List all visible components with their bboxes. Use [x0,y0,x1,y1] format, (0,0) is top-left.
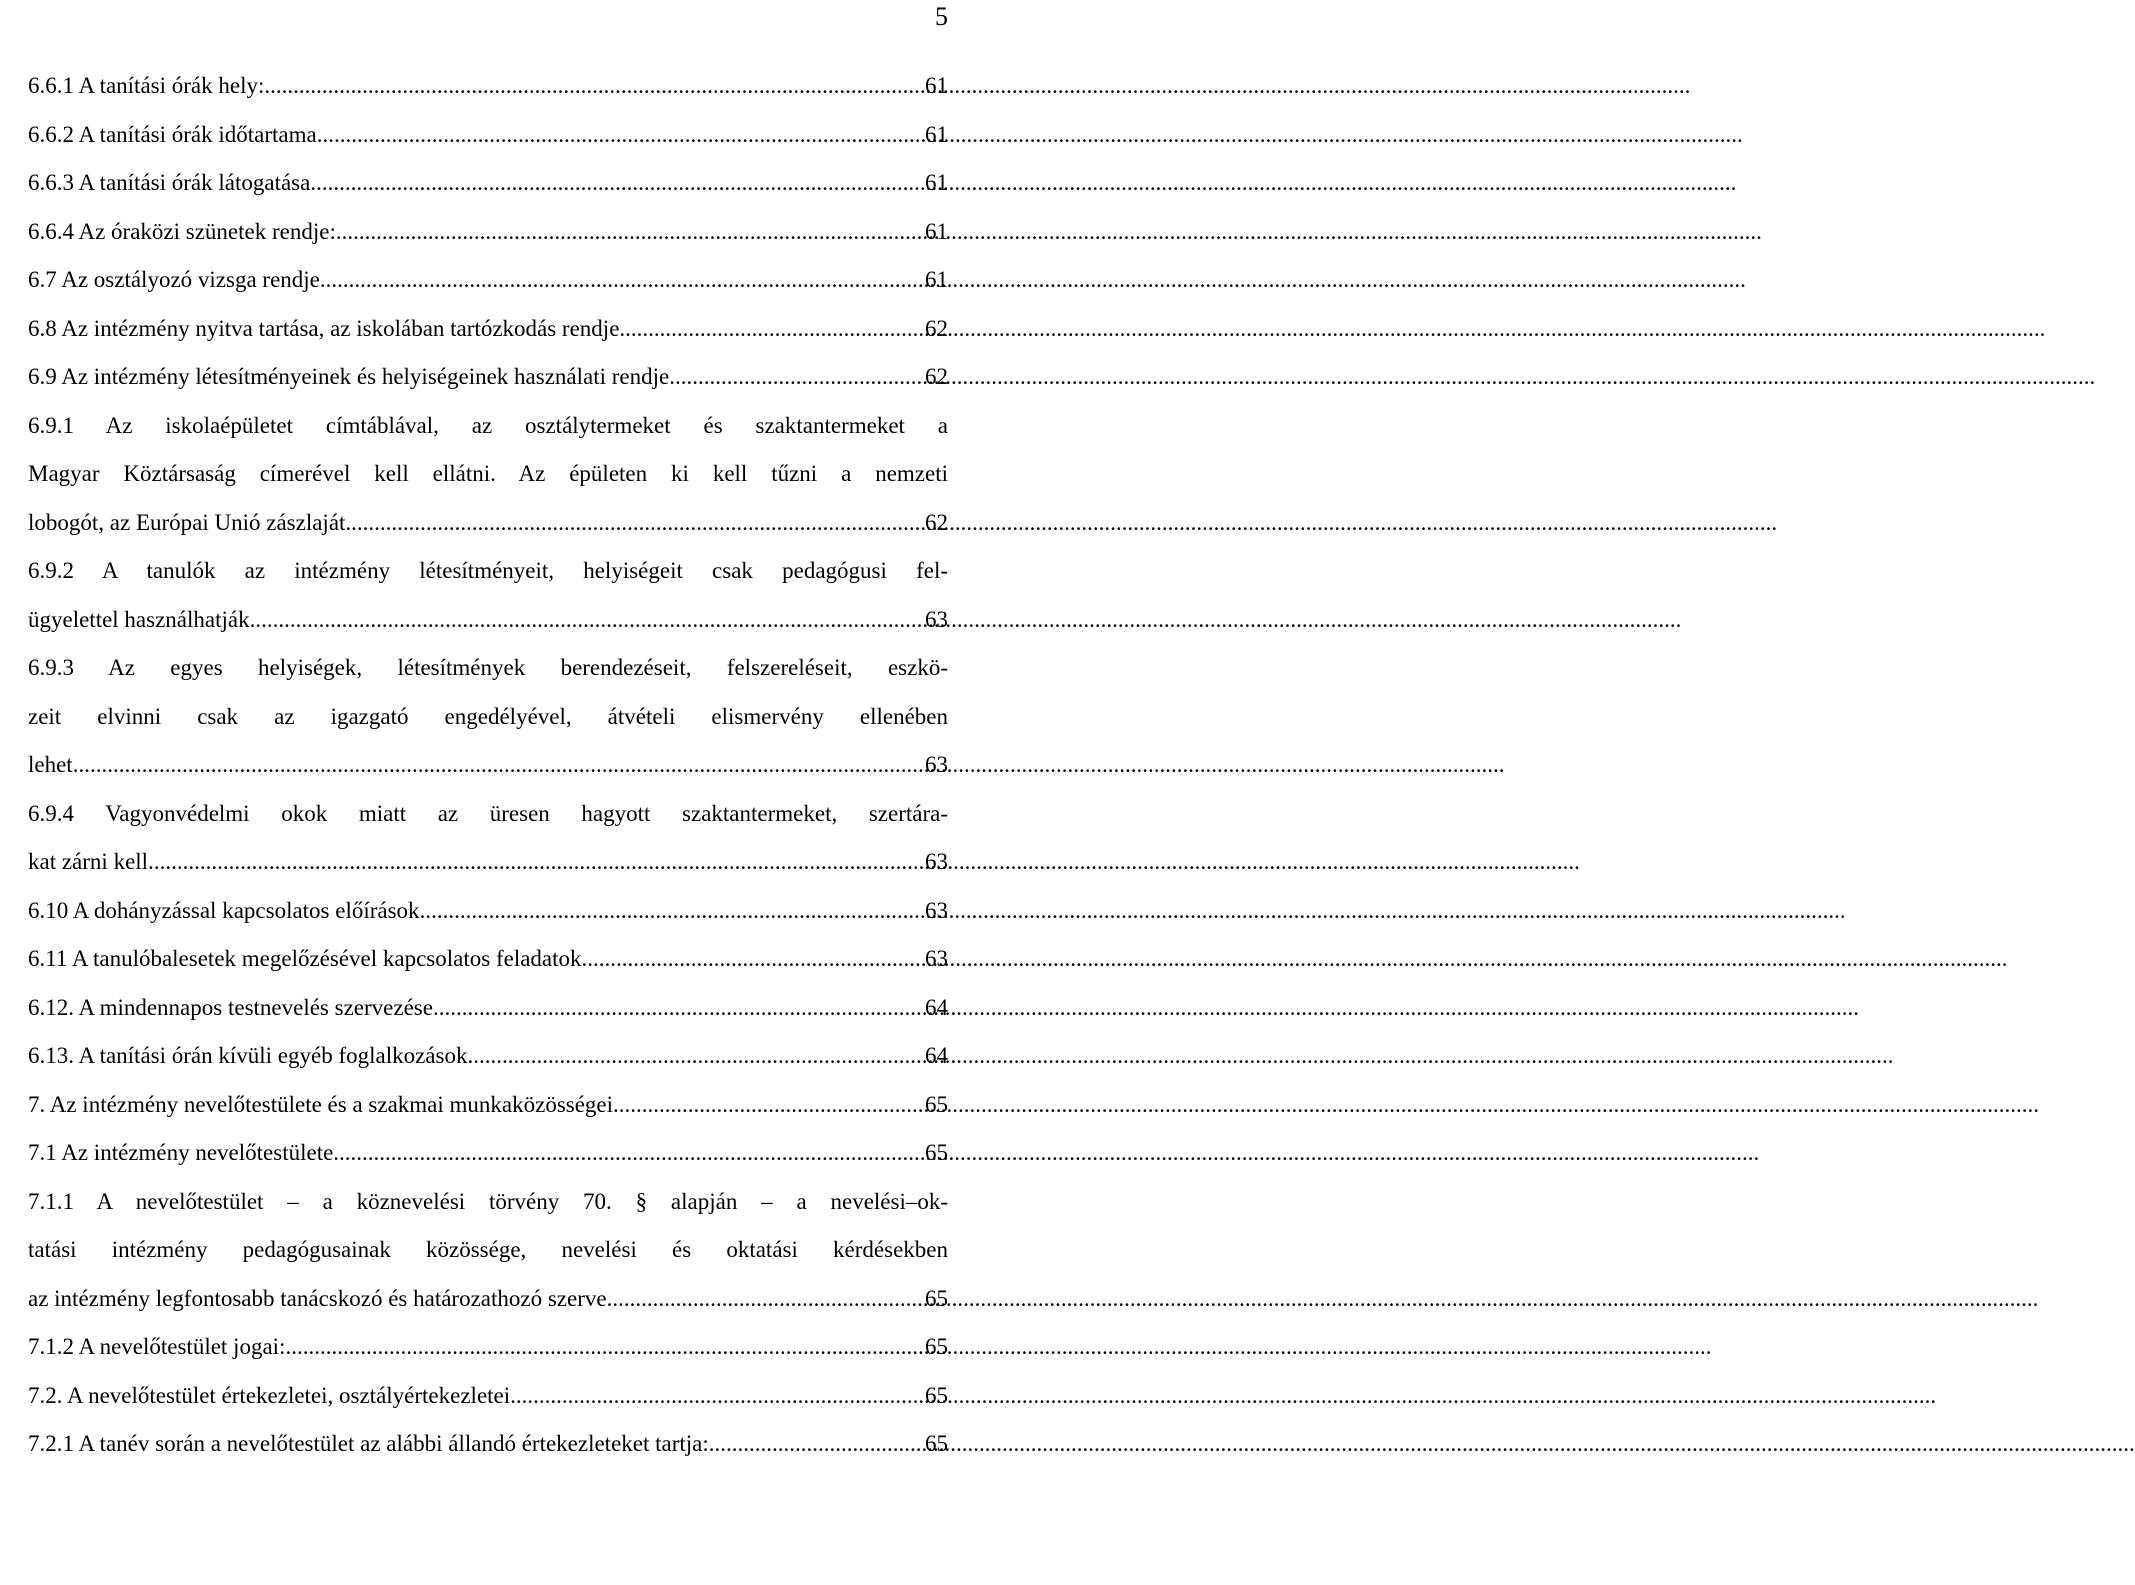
toc-entry-page: 61 [925,121,948,147]
toc-entry[interactable] [28,68,948,117]
dot-leader [333,1135,923,1171]
toc-entry-page: 64 [925,1043,948,1068]
toc-entry-page: 65 [925,1431,948,1456]
toc-entry-text: 6.9.3 Az egyes helyiségek, létesítmények berendezéseit, felszereléseit, eszkö- [28,655,948,680]
toc-entry-text: 7.1.2 A nevelőtestület jogai: [28,1334,286,1359]
toc-entry-page: 63 [925,606,948,632]
toc-entry-page: 65 [925,1140,948,1165]
toc-entry-page: 65 [925,1334,948,1359]
toc-entry[interactable] [28,893,948,942]
dot-leader [613,1087,923,1123]
toc-entry[interactable] [28,1135,948,1184]
toc-entry[interactable] [28,796,948,845]
toc-entry[interactable] [28,505,948,554]
toc-entry-page: 61 [925,218,948,244]
toc-entry-text: ügyelettel használhatják. [28,606,256,632]
dot-leader [433,990,923,1026]
toc-entry-text: 6.10 A dohányzással kapcsolatos előírások [28,897,420,923]
toc-entry-text: tatási intézmény pedagógusainak közössége, nevelési és oktatási kérdésekben [28,1237,948,1262]
toc-entry[interactable] [28,165,948,214]
toc-entry-text: 7.1 Az intézmény nevelőtestülete [28,1140,334,1165]
toc-entry[interactable] [28,602,948,651]
dot-leader [420,893,923,929]
toc-entry[interactable] [28,747,948,796]
dot-leader [336,214,923,250]
toc-entry[interactable] [28,941,948,990]
toc-entry-text: 7.1.1 A nevelőtestület – a köznevelési törvény 70. § alapján – a nevelési–ok- [28,1188,948,1214]
dot-leader [612,1281,923,1317]
toc-entry-page: 61 [925,267,948,292]
dot-leader [669,359,923,395]
toc-entry-page: 65 [925,1285,948,1311]
dot-leader [310,165,923,201]
dot-leader [467,1038,923,1074]
toc-entry[interactable] [28,553,948,602]
dot-leader [317,117,923,153]
toc-entry-text: 7.2.1 A tanév során a nevelőtestület az alábbi állandó értekezleteket tartja: [28,1431,709,1456]
toc-entry-text: 6.6.2 A tanítási órák időtartama [28,121,317,147]
toc-entry[interactable] [28,408,948,457]
toc-entry[interactable] [28,456,948,505]
dot-leader [285,1329,923,1365]
dot-leader [510,1378,923,1414]
toc-entry[interactable] [28,844,948,893]
toc-entry-text: kat zárni kell. [28,849,154,874]
toc-entry-text: az intézmény legfontosabb tanácskozó és határozathozó szerve. [28,1285,613,1311]
toc-entry-text: Magyar Köztársaság címerével kell ellátni. Az épületen ki kell tűzni a nemzeti [28,461,948,486]
toc-entry[interactable] [28,990,948,1039]
toc-entry-text: 6.8 Az intézmény nyitva tartása, az iskolában tartózkodás rendje [28,315,620,341]
toc-entry[interactable] [28,1087,948,1136]
dot-leader [255,602,923,638]
toc-entry[interactable] [28,1232,948,1281]
toc-entry[interactable] [28,117,948,166]
toc-entry-text: 6.9.2 A tanulók az intézmény létesítményeit, helyiségeit csak pedagógusi fel- [28,558,948,583]
toc-entry-text: lehet. [28,752,79,777]
toc-entry[interactable] [28,1184,948,1233]
toc-entry-page: 62 [925,509,948,535]
toc-entry-page: 64 [925,994,948,1020]
toc-entry-page: 65 [925,1091,948,1117]
table-of-contents [28,68,948,1475]
toc-entry-page: 62 [925,364,948,389]
toc-entry[interactable] [28,650,948,699]
dot-leader [582,941,923,977]
toc-entry-text: zeit elvinni csak az igazgató engedélyével, átvételi elismervény ellenében [28,703,948,729]
toc-entry[interactable] [28,1038,948,1087]
toc-entry[interactable] [28,1281,948,1330]
toc-entry-page: 63 [925,897,948,923]
dot-leader [351,505,923,541]
toc-entry[interactable] [28,699,948,748]
toc-entry-text: 6.6.4 Az óraközi szünetek rendje: [28,218,336,244]
toc-entry-text: 6.9.1 Az iskolaépületet címtáblával, az osztálytermeket és szaktantermeket a [28,412,948,438]
dot-leader [78,747,923,783]
dot-leader [264,68,923,104]
toc-entry-page: 63 [925,752,948,777]
toc-entry-text: 7. Az intézmény nevelőtestülete és a szakmai munkaközösségei [28,1091,614,1117]
toc-entry[interactable] [28,1426,948,1475]
toc-entry[interactable] [28,214,948,263]
toc-entry-page: 62 [925,315,948,341]
page-number: 5 [935,2,948,31]
toc-entry-text: 7.2. A nevelőtestület értekezletei, osztályértekezletei [28,1382,511,1408]
toc-entry-page: 65 [925,1382,948,1408]
toc-entry-text: lobogót, az Európai Unió zászlaját. [28,509,352,535]
toc-entry-text: 6.7 Az osztályozó vizsga rendje [28,267,320,292]
toc-entry[interactable] [28,1329,948,1378]
toc-entry-text: 6.6.1 A tanítási órák hely: [28,73,265,98]
toc-entry[interactable] [28,359,948,408]
toc-entry-text: 6.9.4 Vagyonvédelmi okok miatt az üresen hagyott szaktantermeket, szertára- [28,800,948,826]
toc-entry-text: 6.9 Az intézmény létesítményeinek és helyiségeinek használati rendje [28,364,670,389]
dot-leader [154,844,923,880]
toc-entry-page: 63 [925,849,948,874]
toc-entry[interactable] [28,311,948,360]
toc-entry-text: 6.11 A tanulóbalesetek megelőzésével kapcsolatos feladatok [28,946,582,971]
toc-entry-text: 6.12. A mindennapos testnevelés szervezése [28,994,433,1020]
toc-entry[interactable] [28,1378,948,1427]
toc-entry-page: 61 [925,170,948,195]
toc-entry-page: 61 [925,73,948,98]
toc-entry-page: 63 [925,946,948,971]
toc-entry[interactable] [28,262,948,311]
dot-leader [619,311,923,347]
toc-entry-text: 6.6.3 A tanítási órák látogatása [28,170,311,195]
dot-leader [709,1426,923,1462]
dot-leader [320,262,923,298]
toc-entry-text: 6.13. A tanítási órán kívüli egyéb foglalkozások [28,1043,468,1068]
